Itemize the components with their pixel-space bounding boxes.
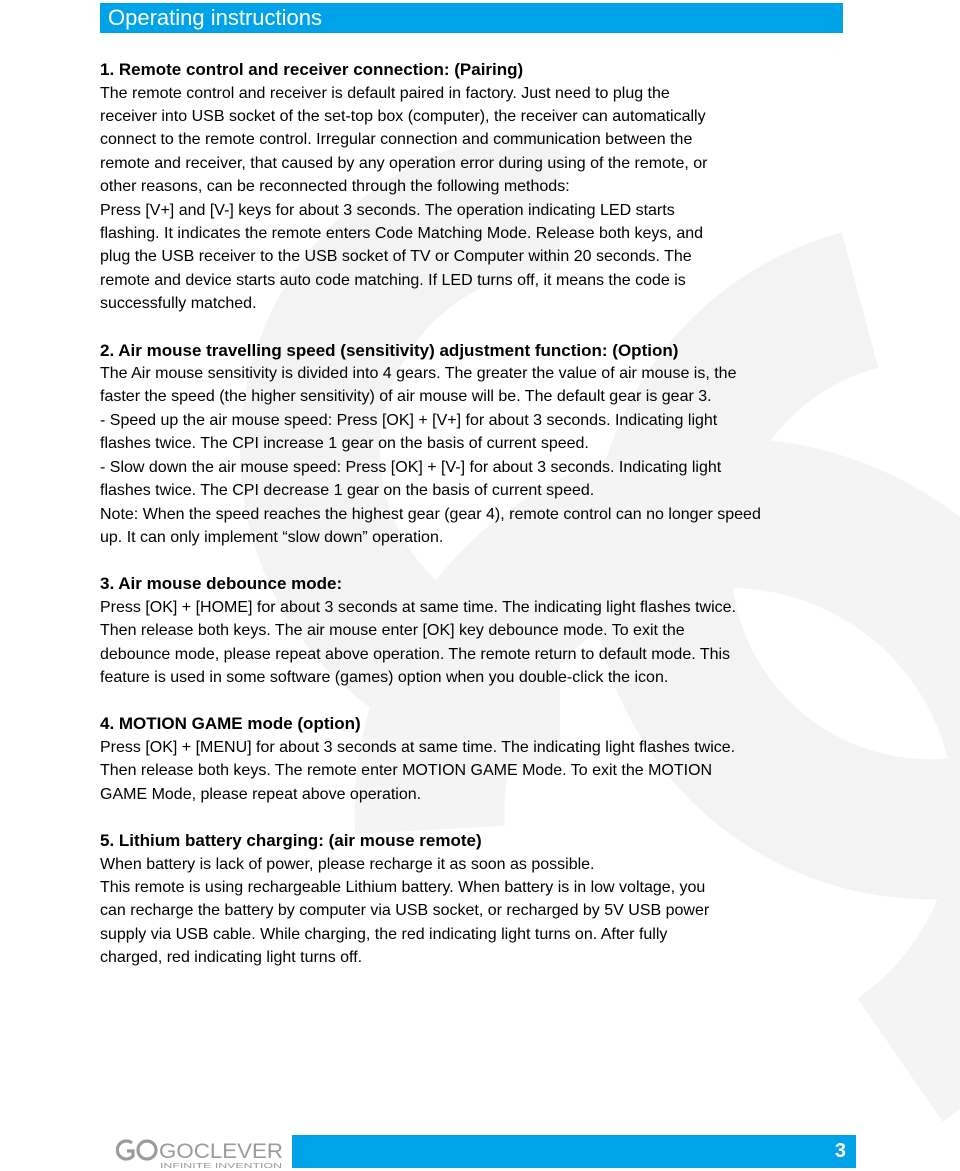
text-line: Then release both keys. The air mouse enter [OK] key debounce mode. To exit the	[100, 622, 685, 640]
section-heading: 5. Lithium battery charging: (air mouse remote)	[100, 831, 482, 851]
page-number: 3	[834, 1140, 846, 1162]
text-line: faster the speed (the higher sensitivity) of air mouse will be. The default gear is gear 3.	[100, 388, 712, 406]
text-line: Then release both keys. The remote enter MOTION GAME Mode. To exit the MOTION	[100, 762, 713, 780]
section-heading: 1. Remote control and receiver connection: (Pairing)	[100, 60, 524, 79]
text-line: GAME Mode, please repeat above operation.	[100, 785, 422, 803]
text-line: debounce mode, please repeat above operation. The remote return to default mode. This	[100, 645, 731, 663]
text-line: plug the USB receiver to the USB socket of TV or Computer within 20 seconds. The	[100, 248, 692, 266]
document-body	[100, 58, 860, 993]
section-pairing	[100, 58, 860, 316]
section-heading: 3. Air mouse debounce mode:	[100, 574, 343, 594]
text-line: supply via USB cable. While charging, the red indicating light turns on. After fully	[100, 925, 668, 943]
text-line: The remote control and receiver is default paired in factory. Just need to plug the	[100, 84, 670, 102]
text-line: flashes twice. The CPI increase 1 gear on the basis of current speed.	[100, 435, 589, 453]
text-line: Press [OK] + [HOME] for about 3 seconds at same time. The indicating light flashes twice.	[100, 598, 736, 616]
text-line: remote and device starts auto code matching. If LED turns off, it means the code is	[100, 271, 686, 289]
text-line: Press [V+] and [V-] keys for about 3 seconds. The operation indicating LED starts	[100, 201, 675, 219]
text-line: remote and receiver, that caused by any operation error during using of the remote, or	[100, 154, 708, 172]
text-line: flashing. It indicates the remote enters Code Matching Mode. Release both keys, and	[100, 224, 704, 242]
text-line: receiver into USB socket of the set-top box (computer), the receiver can automatically	[100, 107, 706, 125]
text-line: flashes twice. The CPI decrease 1 gear on the basis of current speed.	[100, 482, 595, 500]
goclever-logo	[116, 1136, 286, 1170]
logo-wordmark: GOCLEVER	[159, 1140, 283, 1163]
text-line: other reasons, can be reconnected through the following methods:	[100, 178, 570, 196]
section-heading: 2. Air mouse travelling speed (sensitivity) adjustment function: (Option)	[100, 340, 679, 360]
header-bar	[100, 3, 843, 33]
section-heading: 4. MOTION GAME mode (option)	[100, 714, 361, 734]
page-title: Operating instructions	[108, 5, 322, 30]
text-line: - Slow down the air mouse speed: Press [OK] + [V-] for about 3 seconds. Indicating light	[100, 458, 722, 476]
text-line: Press [OK] + [MENU] for about 3 seconds at same time. The indicating light flashes twice.	[100, 738, 736, 756]
text-line: When battery is lack of power, please recharge it as soon as possible.	[100, 855, 595, 873]
text-line: charged, red indicating light turns off.	[100, 949, 363, 967]
section-motion-game	[100, 712, 860, 806]
footer-bar	[292, 1135, 856, 1168]
section-air-mouse-speed	[100, 339, 860, 550]
section-debounce-mode	[100, 572, 860, 689]
text-line: feature is used in some software (games) option when you double-click the icon.	[100, 669, 669, 687]
text-line: connect to the remote control. Irregular connection and communication between the	[100, 131, 693, 149]
text-line: Note: When the speed reaches the highest gear (gear 4), remote control can no longer speed	[100, 505, 761, 523]
section-battery-charging	[100, 829, 860, 970]
text-line: The Air mouse sensitivity is divided into 4 gears. The greater the value of air mouse is, the	[100, 365, 737, 383]
text-line: up. It can only implement “slow down” operation.	[100, 528, 444, 546]
text-line: successfully matched.	[100, 295, 257, 313]
text-line: - Speed up the air mouse speed: Press [OK] + [V+] for about 3 seconds. Indicating light	[100, 411, 718, 429]
logo-tagline: INFINITE INVENTION	[160, 1163, 282, 1170]
text-line: can recharge the battery by computer via USB socket, or recharged by 5V USB power	[100, 902, 710, 920]
text-line: This remote is using rechargeable Lithium battery. When battery is in low voltage, you	[100, 879, 706, 897]
